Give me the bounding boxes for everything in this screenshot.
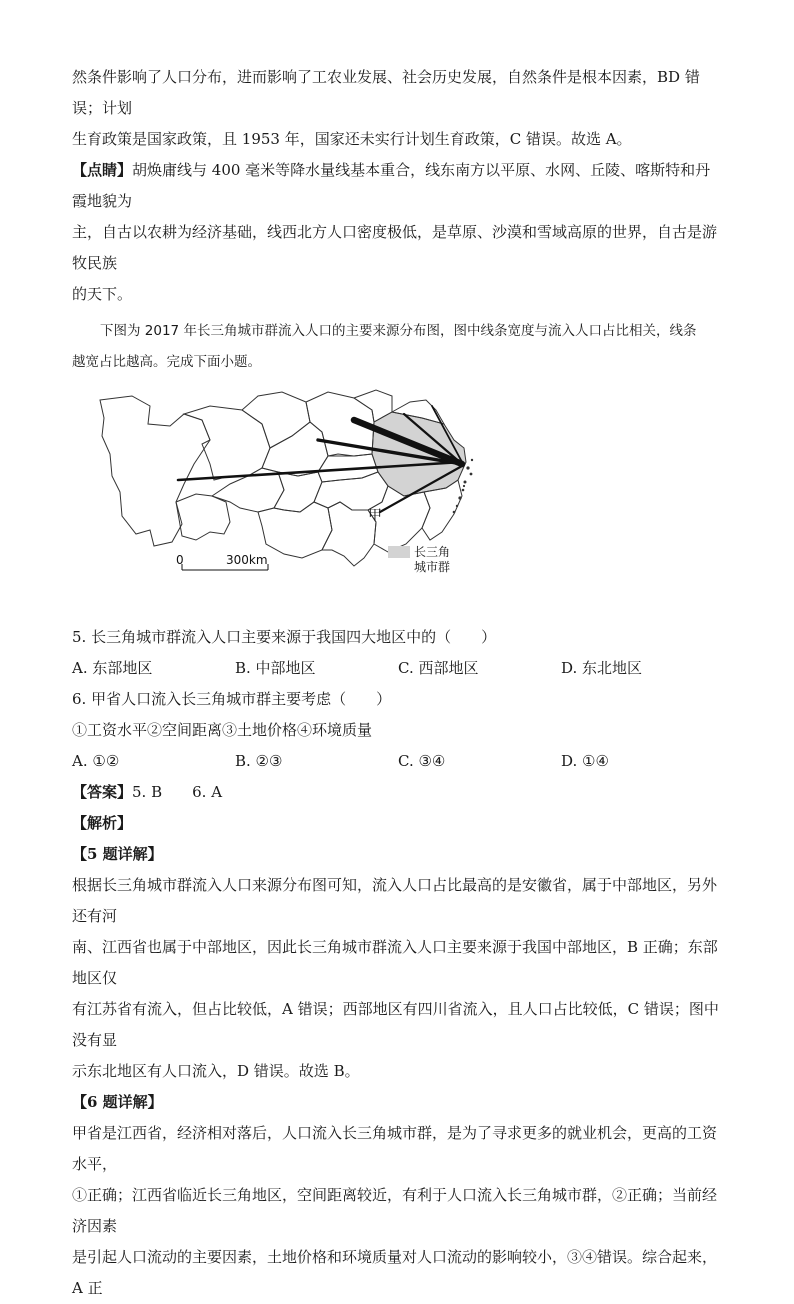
text-line: 主，自古以农耕为经济基础，线西北方人口密度极低，是草原、沙漠和雪域高原的世界，自古是游牧民族 <box>72 223 718 272</box>
option-c: C. 西部地区 <box>398 659 479 677</box>
option-list <box>72 746 724 777</box>
migration-map <box>72 384 724 612</box>
text-line: 生育政策是国家政策，且 1953 年，国家还未实行计划生育政策，C 错误。故选 A。 <box>72 130 632 148</box>
option-c: C. ③④ <box>398 752 446 770</box>
question-items: ①工资水平②空间距离③土地价格④环境质量 <box>72 721 373 739</box>
text-line: 然条件影响了人口分布，进而影响了工农业发展、社会历史发展，自然条件是根本因素，BD 错误；计划 <box>72 68 700 117</box>
option-b: B. 中部地区 <box>235 659 316 677</box>
answer-label: 【答案】 <box>72 783 133 801</box>
point-section <box>72 155 724 310</box>
legend-label-line1: 长三角 <box>414 545 451 559</box>
legend-label-line2: 城市群 <box>414 560 451 574</box>
question-stem: 5. 长三角城市群流入人口主要来源于我国四大地区中的（ ） <box>72 628 497 646</box>
intro-line: 下图为 2017 年长三角城市群流入人口的主要来源分布图，图中线条宽度与流入人口占比相关，线条 <box>100 323 697 339</box>
point-label: 【点睛】 <box>72 161 133 179</box>
option-a: A. 东部地区 <box>72 659 153 677</box>
scale-zero-label: 0 <box>176 553 184 567</box>
text-line: 有江苏省有流入，但占比较低，A 错误；西部地区有四川省流入，且人口占比较低，C 错误；图中没有显 <box>72 1000 719 1049</box>
question-stem: 6. 甲省人口流入长三角城市群主要考虑（ ） <box>72 690 392 708</box>
text-line: 是引起人口流动的主要因素，土地价格和环境质量对人口流动的影响较小，③④错误。综合起来，A 正 <box>72 1248 718 1297</box>
text-line: 胡焕庸线与 400 毫米等降水量线基本重合，线东南方以平原、水网、丘陵、喀斯特和丹霞地貌为 <box>72 161 711 210</box>
legend-swatch <box>388 546 410 558</box>
intro-line: 越宽占比越高。完成下面小题。 <box>72 354 261 370</box>
text-line: 南、江西省也属于中部地区，因此长三角城市群流入人口主要来源于我国中部地区，B 正确；东部地区仅 <box>72 938 718 987</box>
detail-5-label: 【5 题详解】 <box>72 845 163 863</box>
option-list <box>72 653 724 684</box>
map-svg <box>92 384 512 612</box>
answer-text: 5. B 6. A <box>132 783 223 801</box>
text-line: 的天下。 <box>72 285 133 303</box>
text-line: 示东北地区有人口流入，D 错误。故选 B。 <box>72 1062 360 1080</box>
document-page <box>72 62 724 1304</box>
text-line: 甲省是江西省，经济相对落后，人口流入长三角城市群，是为了寻求更多的就业机会，更高的工资水平， <box>72 1124 718 1173</box>
scale-distance-label: 300km <box>226 553 268 567</box>
analysis-label: 【解析】 <box>72 814 133 832</box>
top-paragraph <box>72 62 724 155</box>
option-a: A. ①② <box>72 752 120 770</box>
question-5 <box>72 622 724 684</box>
text-line: ①正确；江西省临近长三角地区，空间距离较近，有利于人口流入长三角城市群，②正确；当前经济因素 <box>72 1186 718 1235</box>
option-d: D. ①④ <box>561 752 609 770</box>
detail-6-label: 【6 题详解】 <box>72 1093 163 1111</box>
detail-6 <box>72 1087 724 1304</box>
question-6 <box>72 684 724 777</box>
question-intro <box>72 316 724 378</box>
detail-5 <box>72 839 724 1087</box>
option-d: D. 东北地区 <box>561 659 643 677</box>
option-b: B. ②③ <box>235 752 283 770</box>
text-line: 根据长三角城市群流入人口来源分布图可知，流入人口占比最高的是安徽省，属于中部地区，另外还有河 <box>72 876 718 925</box>
answer-line <box>72 777 724 808</box>
province-jia-label: 甲 <box>368 508 382 524</box>
